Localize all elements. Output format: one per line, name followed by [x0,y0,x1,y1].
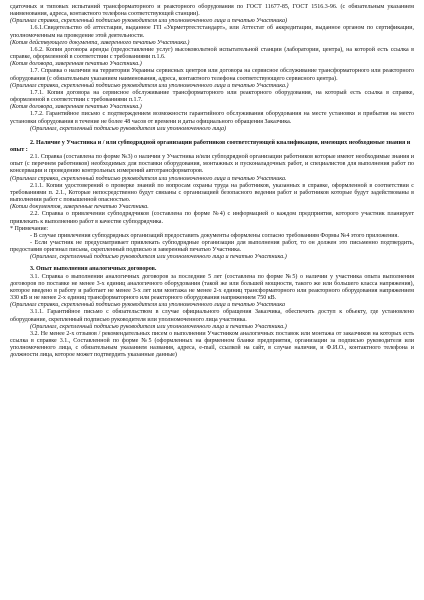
footnote-marker: * Примечание: [10,225,49,232]
paragraph-1-6-1: 1.6.1.Свидетельство об аттестации, выданное ГП «Укрметртестстандарт», или Аттестат об аккредитации, выданное органом по сертификации, уполномоченным на проведение этой деятельности. [10,25,414,39]
note-original-signed: (Оригинал, скрепленный подписью руководителя или уполномоченного лица и печатью Участника.) [30,254,287,261]
paragraph-1-6-2: 1.6.2. Копия договора аренды (предоставление услуг) высоковольтной испытательной станции (лаборатории, центра), на которой есть ссылка в справке, оформленной в соответствии с требованиями п.1.6. [10,46,414,61]
note-original-signed: (Оригинал, скрепленный подписью руководителя или уполномоченного лица и печатью Участника.) [30,323,287,330]
section-heading-2: 2. Наличие у Участника и / или субподрядной организации работников соответствующей квалификации, имеющих необходимые знания и опыт : [10,139,411,153]
note-document-copies: (Копии документов, заверенные печатью Участника. [10,204,149,211]
note-original-certificate: (Оригинал справки, скрепленный подписью руководителя или уполномоченного лица и печатью Участника) [10,18,287,25]
note-contract-copy: (Копия договора, заверенная печатью Участника.) [10,104,142,111]
paragraph-2-2: 2.2. Справка о привлечении субподрядчиков (составлена по форме №4) с информацией о каждом предприятия, которого участник планирует привлекать к выполнению работ в качестве субподрядчика. [10,211,414,225]
note-original-certificate: (Оригинал справки, скрепленный подписью руководителя или уполномоченного лица и печатью Участника. [10,175,287,182]
note-document-copy: (Копия действующего документа, заверенного печатью Участника.) [10,39,190,46]
note-original-signed: (Оригинал, скрепленный подписью руководителя или уполномоченного лица) [30,125,227,132]
paragraph-1-7: 1.7. Справка о наличии на территории Украины сервисных центров или договора на сервисное обслуживание трансформаторного или реакторного оборудования (с обязательным указанием наименования, адреса, контактного телефона соответствующего сервисного центра). [10,68,414,82]
paragraph-1-7-2: 1.7.2. Гарантийное письмо с подтверждением возможности гарантийного обслуживания оборудования на месте установки и прибытия на место установки оборудования в течение не более 48 часов от времени и даты официального обращения Заказчика. [10,111,414,125]
footnote-item-1: - В случае привлечения субподрядных организаций предоставить документы оформлены согласно требованиям Формы №4 этого приложения. [30,232,399,239]
section-heading-3: 3. Опыт выполнения аналогичных договоров. [30,266,157,273]
paragraph-1-7-1: 1.7.1. Копия договора на сервисное обслуживание трансформаторного или реакторного оборудования, на который есть ссылка в справке, оформленной в соответствии с требованиями п.1.7. [10,89,414,104]
paragraph-2-1: 2.1. Справка (составлена по форме №3) о наличии у Участника и/или субподрядной организации работников которые имеют необходимые знания и опыт (с перечнем работников) необходимых для поставки оборудования, монтажных и пусконаладочных работ, и специалистов для выполнения работ по консервации и проведению контрольных измерений автотрансформаторов. [10,154,414,175]
footnote-item-2: - Если участник не предусматривает привлекать субподрядные организации для выполнения работ, то он должен это письменно подтвердить, предоставив оригинал письма, скрепленный подписью и заверенный печатью Участника. [10,240,414,254]
paragraph-3-2: 3.2. Не менее 2-х отзывов / рекомендательных писем о выполнении Участником аналогичных поставок или монтажа от заказчиков на которых есть ссылка в справке 3.1., Составленной по форме №5 (оформленных на фирменном бланке предприятия, организации за подписью руководителя или уполномоченного лица, с обязательным указанием названия, адреса, e-mail, ссылкой на сайт, в случае наличия, и Ф.И.О., контактного телефона и должности лица, которое может подтвердить указанные данные) [10,330,414,359]
paragraph-continuation: сдаточных и типовых испытаний трансформаторного и реакторного оборудования по ГОСТ 11677-85, ГОСТ 1516.3-96. (с обязательным указанием наименования, адреса, контактного телефона соответствующей станции). [10,4,414,18]
paragraph-2-1-1: 2.1.1. Копии удостоверений о проверке знаний по вопросам охраны труда на работников, указанных в справке, оформленной в соответствии с требованиями п. 2.1., Которые непосредственно будут связаны с организацией безопасного ведения работ и работников которые будут задействованы в выполнении работ с повышенной опасностью. [10,182,414,204]
paragraph-3-1: 3.1. Справка о выполнении аналогичных договоров за последние 5 лет (составлена по форме №5) о наличии у участника опыта выполнения договоров по поставке не менее 3-х единиц аналогичного оборудования (такой же или большей мощности, такого же или большего класса напряжения), которое введено в работу и работает не менее 3-х лет или монтажа не менее 2-х единиц трансформаторного или реакторного оборудования напряжением 330 кВ и не менее 2-х единиц трансформаторного или реакторного оборудования напряжением 750 кВ. [10,273,414,302]
paragraph-3-1-1: 3.1.1. Гарантийное письмо с обязательством в случае официального обращения Заказчика, обеспечить доступ к объекту, где установлено оборудование, скрепленный подписью руководителя или уполномоченного лица участника. [10,309,414,323]
note-original-certificate: (Оригинал справки, скрепленный подписью руководителя или уполномоченного лица и печатью Участника.) [10,82,289,89]
note-contract-copy: (Копия договора, заверенная печатью Участника.) [10,61,142,68]
note-original-certificate: (Оригинал справки, скрепленный подписью руководителя или уполномоченного лица и печатью Участника [10,302,285,309]
